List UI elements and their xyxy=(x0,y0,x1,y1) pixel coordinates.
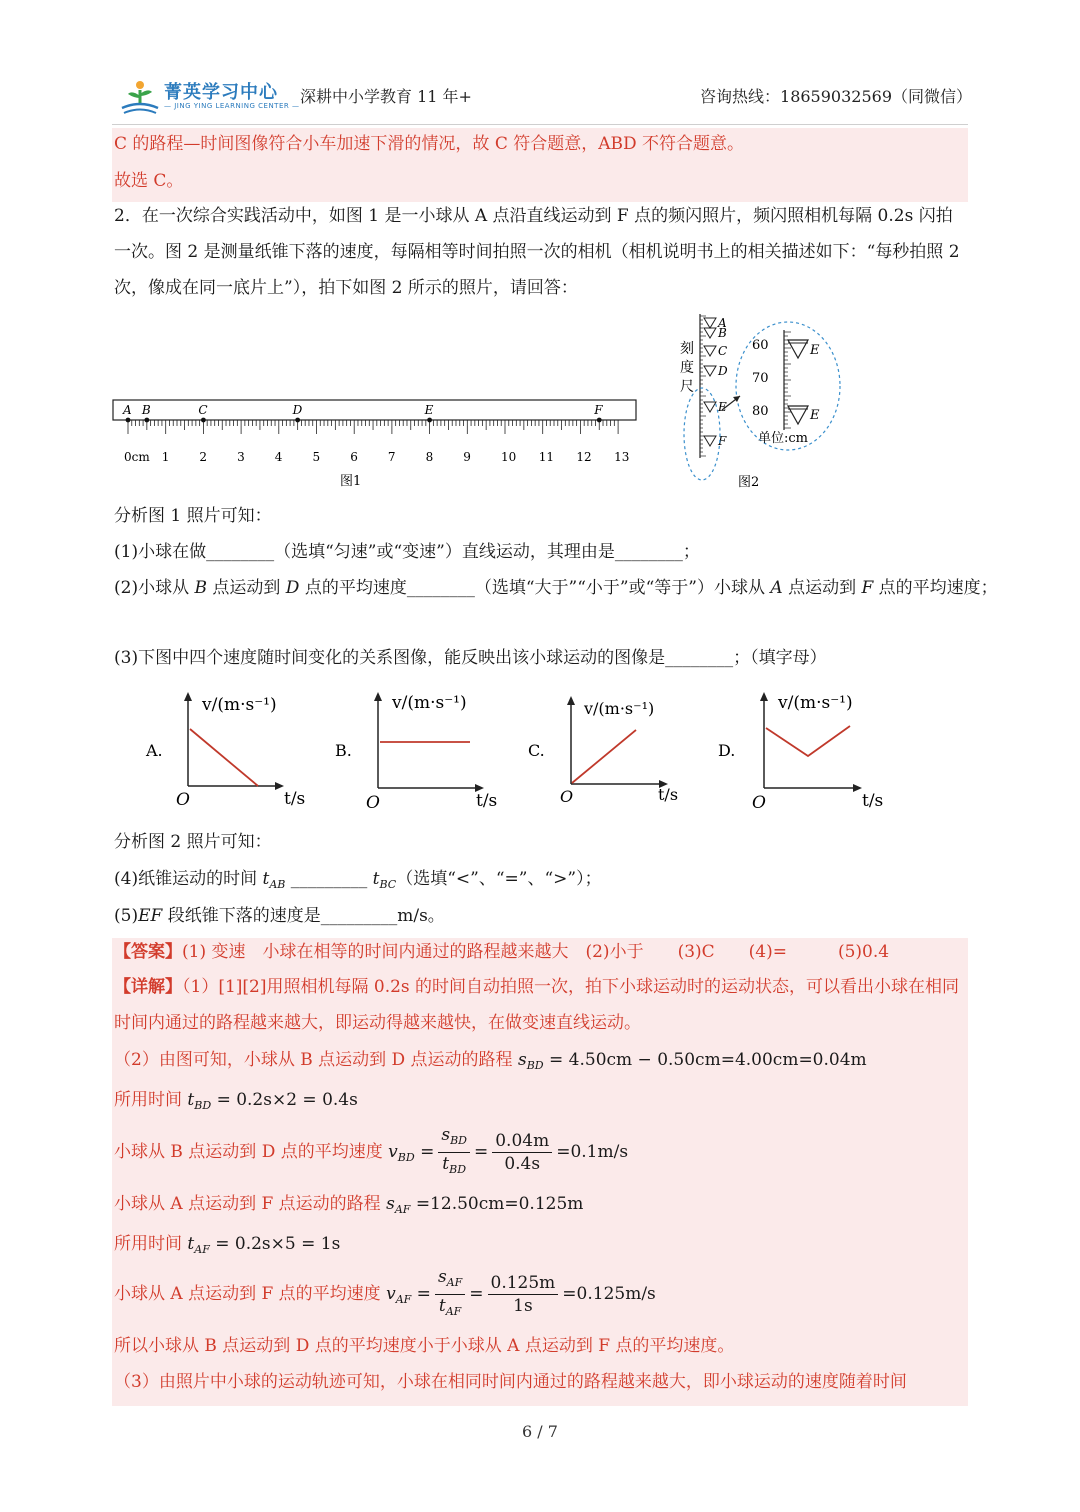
vertical-ruler-ticks xyxy=(700,316,706,456)
cone-letter: C xyxy=(718,344,728,358)
ball-dot xyxy=(597,418,602,423)
graph-b xyxy=(335,692,497,813)
x-label: t/s xyxy=(862,791,884,811)
detail-paragraph-9: （3）由照片中小球的运动轨迹可知，小球在相同时间内通过的路程越来越大，即小球运动的速度随着时间 xyxy=(114,1372,907,1392)
ruler-label-2: 度 xyxy=(680,360,694,376)
sub-question-2-line-1: (2)小球从 B 点运动到 D 点的平均速度________（选填“大于”“小于”或“等于”）小球从 A 点运动到 F 点的平均速度； xyxy=(114,578,998,598)
page-header xyxy=(112,72,972,122)
cone-letter: E xyxy=(718,400,727,414)
graph-line xyxy=(190,729,258,786)
ball-dot xyxy=(295,418,300,423)
detail-paragraph-4: 小球从 B 点运动到 D 点的平均速度 $v_{BD}$ = $\frac{s_{BD}}{t_{BD}}$ = $\frac{0.04m}{0.4s}$ =0.1m/s xyxy=(114,1125,629,1176)
y-label: v/(m·s⁻¹) xyxy=(202,695,277,715)
option-label-c: C. xyxy=(528,741,545,760)
cone-letter: D xyxy=(718,364,728,378)
ruler-number: 11 xyxy=(538,450,554,464)
ball-dot xyxy=(144,418,149,423)
figure-2-caption: 图2 xyxy=(738,475,760,490)
origin-label: O xyxy=(366,793,380,813)
scale-label-70: 70 xyxy=(752,371,769,386)
ruler-number: 9 xyxy=(463,450,471,464)
ruler-number: 10 xyxy=(501,450,517,464)
detail-paragraph-2: （2）由图可知，小球从 B 点运动到 D 点运动的路程 $s_{BD} = 4.50cm - 0.50cm=4.00cm=0.04m$ xyxy=(114,1050,867,1072)
ruler-number: 6 xyxy=(350,450,358,464)
scale-label-60: 60 xyxy=(752,338,769,353)
ruler-number: 2 xyxy=(199,450,208,464)
figure-1-caption: 图1 xyxy=(340,474,362,489)
sub-question-3: (3)下图中四个速度随时间变化的关系图像，能反映出该小球运动的图像是________；（填字母） xyxy=(114,648,827,668)
prev-answer-line-1: C 的路程—时间图像符合小车加速下滑的情况，故 C 符合题意，ABD 不符合题意。 xyxy=(114,134,745,154)
ruler-label-1: 刻 xyxy=(680,341,694,357)
y-label: v/(m·s⁻¹) xyxy=(392,693,467,713)
page-number: 6 / 7 xyxy=(522,1422,558,1441)
ruler-number: 4 xyxy=(274,450,283,464)
graph-line xyxy=(766,726,850,756)
ruler-numbers xyxy=(124,450,629,464)
axis-arrow-icon xyxy=(275,782,284,790)
detail-paragraph-5: 小球从 A 点运动到 F 点运动的路程 $s_{AF} =12.50cm=0.125m$ xyxy=(114,1194,584,1216)
option-label-b: B. xyxy=(335,741,352,760)
graph-d xyxy=(718,692,883,813)
vt-graphs xyxy=(140,686,900,816)
zoom-letter-1: E xyxy=(810,343,820,358)
ruler-label-3: 尺 xyxy=(680,379,694,395)
cone-icon xyxy=(704,346,716,356)
cone-sequence xyxy=(704,316,728,448)
ball-letter: B xyxy=(141,403,151,417)
ball-letter: F xyxy=(594,403,603,417)
answer-line: 【答案】(1) 变速 小球在相等的时间内通过的路程越来越大 (2)小于 (3)C (4)= (5)0.4 xyxy=(114,942,890,962)
ruler-number: 1 xyxy=(161,450,170,464)
graph-c xyxy=(528,696,678,806)
y-label: v/(m·s⁻¹) xyxy=(584,699,655,718)
ball-letter: C xyxy=(198,403,208,417)
ruler-number: 8 xyxy=(425,450,434,464)
ruler-strip xyxy=(113,400,636,420)
ruler-number: 3 xyxy=(237,450,245,464)
detail-paragraph-1: 【详解】（1）[1][2]用照相机每隔 0.2s 的时间自动拍照一次，拍下小球运动时的运动状态，可以看出小球在相同时间内通过的路程越来越大，即运动得越来越快，在做变速直线运动。 xyxy=(114,977,960,1033)
scale-label-80: 80 xyxy=(752,404,769,419)
cone-letter: F xyxy=(718,434,727,448)
header-divider xyxy=(112,124,968,125)
detail-paragraph-6: 所用时间 $t_{AF} = 0.2s\times 5 = 1s$ xyxy=(114,1234,341,1256)
graph-a xyxy=(145,692,305,810)
sub-question-5: (5)EF 段纸锥下落的速度是_________m/s。 xyxy=(114,906,445,926)
cone-icon xyxy=(704,402,716,412)
detail-paragraph-7: 小球从 A 点运动到 F 点的平均速度 $v_{AF}$ = $\frac{s_{AF}}{t_{AF}}$ = $\frac{0.125m}{1s}$ =0.125m/s xyxy=(114,1267,656,1318)
prev-answer-line-2: 故选 C。 xyxy=(114,171,184,191)
sub-question-4: (4)纸锥运动的时间 $t_{AB}$ _________ $t_{BC}$（选填“<”、“=”、“>”）； xyxy=(114,869,602,891)
analysis-1: 分析图 1 照片可知： xyxy=(114,506,272,526)
ruler-number: 7 xyxy=(387,450,396,464)
figure-1-ruler xyxy=(108,395,643,495)
axis-arrow-icon xyxy=(853,784,862,792)
axis-arrow-icon xyxy=(760,692,768,701)
y-label: v/(m·s⁻¹) xyxy=(778,693,853,713)
logo-text: 菁英学习中心 xyxy=(164,82,278,103)
option-label-a: A. xyxy=(146,741,163,760)
origin-label: O xyxy=(752,793,766,813)
ball-dot xyxy=(126,418,131,423)
cone-icon xyxy=(704,366,716,376)
ruler-number: 12 xyxy=(576,450,592,464)
option-label-d: D. xyxy=(718,741,736,760)
axis-arrow-icon xyxy=(374,692,382,701)
logo-icon xyxy=(118,78,162,118)
cone-letter: A xyxy=(718,316,727,330)
ball-letter: D xyxy=(292,403,303,417)
ball-dot xyxy=(427,418,432,423)
axis-arrow-icon xyxy=(567,696,575,705)
analysis-2: 分析图 2 照片可知： xyxy=(114,832,272,852)
ruler-ticks xyxy=(128,420,618,434)
figure-2-cone xyxy=(672,306,852,496)
x-label: t/s xyxy=(658,785,679,804)
zoom-letter-2: E xyxy=(810,408,820,423)
detail-paragraph-3: 所用时间 $t_{BD} = 0.2s\times 2 = 0.4s$ xyxy=(114,1090,358,1112)
ruler-number: 5 xyxy=(312,450,321,464)
cone-letter: B xyxy=(718,326,727,340)
cone-icon xyxy=(704,328,716,338)
origin-label: O xyxy=(176,790,190,810)
ruler-number: 13 xyxy=(614,450,630,464)
cone-icon xyxy=(704,436,716,446)
ruler-number: 0cm xyxy=(124,450,150,464)
detail-paragraph-8: 所以小球从 B 点运动到 D 点的平均速度小于小球从 A 点运动到 F 点的平均速度。 xyxy=(114,1336,735,1356)
ball-dot xyxy=(201,418,206,423)
header-hotline: 咨询热线：18659032569（同微信） xyxy=(700,87,972,106)
sub-question-1: (1)小球在做________（选填“匀速”或“变速”）直线运动，其理由是________； xyxy=(114,542,700,562)
question-stem: 2．在一次综合实践活动中，如图 1 是一小球从 A 点沿直线运动到 F 点的频闪照片，频闪照相机每隔 0.2s 闪拍一次。图 2 是测量纸锥下落的速度，每隔相等时间拍照一次的相机（相机说明书上的相关描述如下：“每秒拍照 2 次，像成在同一底片上”），拍下如图 2 所示的照片，请回答： xyxy=(114,206,960,298)
ball-letter: E xyxy=(424,403,434,417)
zoom-ruler-ticks xyxy=(784,332,791,428)
logo-subtext: — JING YING LEARNING CENTER — xyxy=(164,102,300,110)
ball-letter: A xyxy=(123,403,132,417)
unit-label: 单位:cm xyxy=(758,431,808,446)
graph-line xyxy=(572,730,636,783)
header-slogan: 深耕中小学教育 11 年+ xyxy=(300,87,472,106)
cone-icon xyxy=(704,318,716,328)
x-label: t/s xyxy=(476,791,498,811)
x-label: t/s xyxy=(284,789,306,809)
axis-arrow-icon xyxy=(184,692,192,701)
origin-label: O xyxy=(560,787,574,806)
